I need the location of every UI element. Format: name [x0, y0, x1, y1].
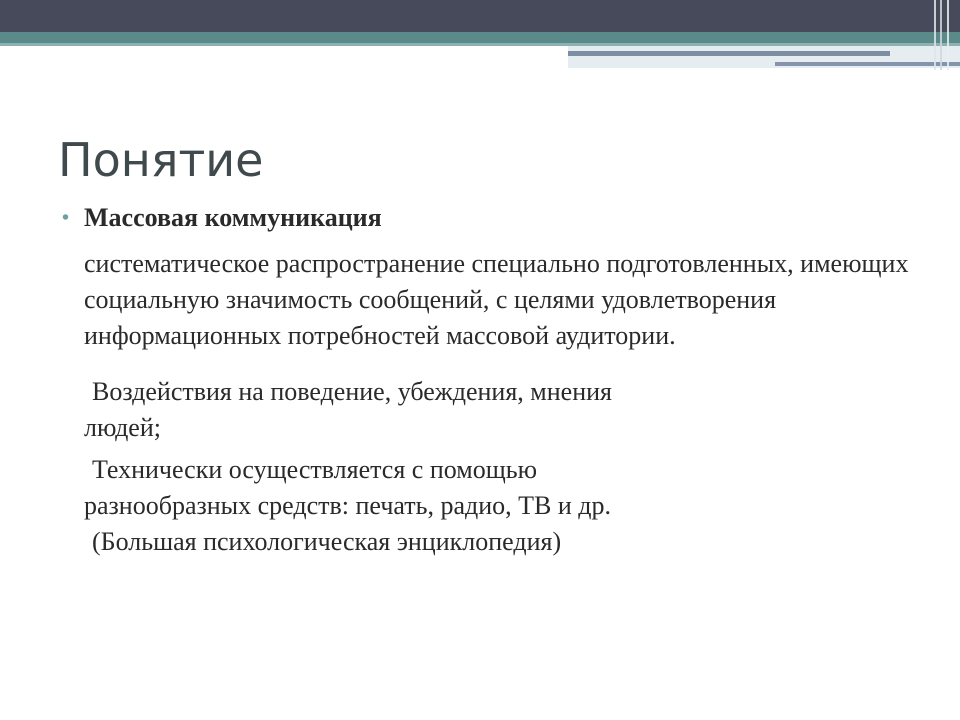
technical-line-2: разнообразных средств: печать, радио, ТВ и др.: [84, 491, 612, 520]
header-band-teal: [0, 32, 960, 43]
bullet-item-term: [62, 200, 922, 236]
definition-text: систематическое распространение специально подготовленных, имеющих социальную значимость сообщений, с целями удовлетворения информационных потребностей массовой аудитории.: [84, 249, 909, 350]
slide-body: [62, 200, 922, 560]
term-label: Массовая коммуникация: [84, 203, 382, 232]
header-band-dark: [0, 0, 960, 32]
slide-title: Понятие: [58, 133, 264, 187]
effect-line-1: Воздействия на поведение, убеждения, мнения: [92, 377, 612, 406]
edge-stripes-decoration: [930, 0, 960, 70]
technical-paragraph: [62, 452, 922, 524]
source-citation: [62, 524, 922, 560]
effect-line-2: людей;: [84, 413, 161, 442]
effect-paragraph: [62, 374, 922, 446]
bullet-dot-icon: •: [62, 207, 70, 229]
technical-line-1: Технически осуществляется с помощью: [92, 455, 538, 484]
source-text: (Большая психологическая энциклопедия): [92, 527, 562, 556]
header-accent-line-long: [568, 51, 890, 56]
